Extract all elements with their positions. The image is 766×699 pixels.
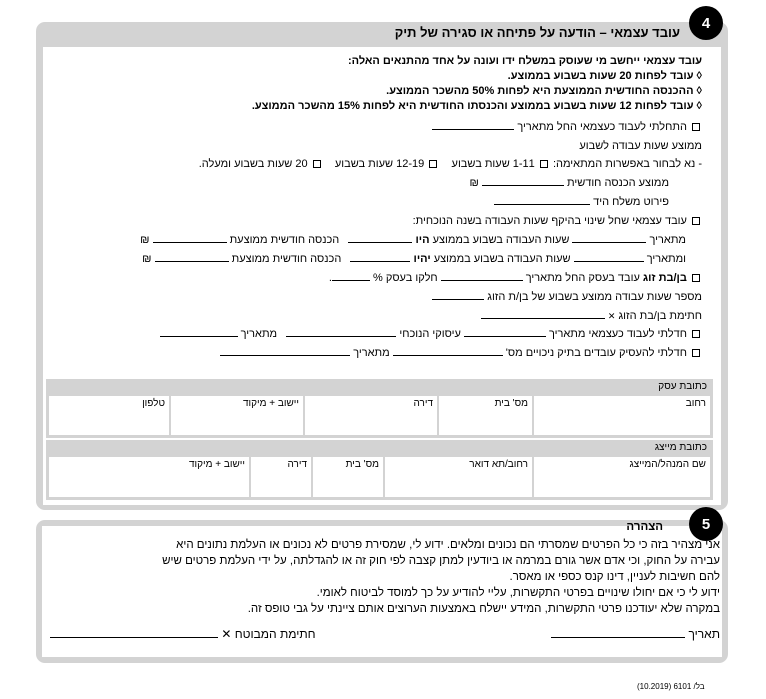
- avg-income-field[interactable]: [482, 176, 564, 186]
- weekly-hours-field-1[interactable]: [348, 233, 412, 243]
- section-4-number-badge: 4: [689, 6, 723, 40]
- representative-address-table: [46, 440, 713, 500]
- from-date-label: מתאריך: [649, 234, 686, 246]
- shekel-sign: ₪: [140, 234, 150, 246]
- city-zip-label: יישוב + מיקוד: [189, 459, 245, 470]
- spouse-signature-label: חתימת בן/בת הזוג: [618, 310, 702, 322]
- start-work-label: התחלתי לעבוד כעצמאי החל מתאריך: [517, 121, 687, 133]
- percent-sign: %: [372, 272, 383, 284]
- form-code-footer: בל/ 6101 (10.2019): [637, 682, 705, 691]
- avg-hours-label: ממוצע שעות עבודה לשבוע: [579, 140, 702, 152]
- declaration-line-5: במקרה שלא יעודכנו פרטי התקשרות, המידע יישלח באמצעות הערוצים אותם ציינתי על גבי טופס זה.: [247, 603, 720, 615]
- declaration-date-label: תאריך: [688, 627, 720, 641]
- avg-income-label: ממוצע הכנסה חודשית: [566, 177, 669, 189]
- declaration-line-4: ידוע לי כי אם יחולו שינויים בפרטי התקשרות, עליי להודיע על כך למוסד לביטוח לאומי.: [316, 587, 720, 599]
- was-label: היו: [415, 234, 430, 246]
- share-field[interactable]: [332, 271, 370, 281]
- spouse-text: עובד בעסק החל מתאריך: [525, 272, 640, 284]
- hours-options-row: [199, 157, 702, 171]
- avg-income-row: [469, 176, 669, 190]
- monthly-income-label-2: הכנסה חודשית ממוצעת: [231, 253, 342, 265]
- declaration-date-field[interactable]: [551, 626, 685, 638]
- spouse-hours-field[interactable]: [432, 290, 484, 300]
- stop-self-date-field[interactable]: [464, 327, 546, 337]
- shekel-sign: ₪: [142, 253, 152, 265]
- self-employed-intro: עובד עצמאי ייחשב מי שעוסק במשלח ידו ועונה על אחד מהתנאים האלה:: [347, 55, 702, 67]
- start-work-row: [432, 120, 702, 134]
- spouse-hours-row: [432, 290, 702, 304]
- condition-2: ◊ ההכנסה החודשית הממוצעת היא לפחות 50% מהשכר הממוצע.: [386, 85, 702, 97]
- hours-change-row-2: [142, 252, 686, 266]
- monthly-income-field-1[interactable]: [153, 233, 227, 243]
- current-business-date-field[interactable]: [160, 327, 238, 337]
- stop-employer-row: [220, 346, 702, 360]
- hours-option-2-label: 12-19 שעות בשבוע: [334, 158, 425, 170]
- business-city-zip-cell[interactable]: [171, 396, 303, 435]
- from-date-field-2[interactable]: [574, 252, 644, 262]
- stop-self-label: חדלתי לעבוד כעצמאי מתאריך: [548, 328, 687, 340]
- representative-name-label: שם המנהל/המייצג: [629, 459, 706, 470]
- business-phone-cell[interactable]: [49, 396, 169, 435]
- hours-option-1-checkbox[interactable]: [540, 160, 548, 168]
- condition-3: ◊ עובד לפחות 12 שעות בשבוע בממוצע והכנסתו החודשית היא לפחות 15% מהשכר הממוצע.: [251, 100, 702, 112]
- declaration-date-row: [551, 626, 720, 641]
- occupation-field[interactable]: [494, 195, 590, 205]
- share-label: חלקו בעסק: [385, 272, 438, 284]
- change-hours-checkbox[interactable]: [692, 217, 700, 225]
- weekly-hours-label-2: שעות העבודה בשבוע בממוצע: [433, 253, 571, 265]
- section-5-number-badge: 5: [689, 507, 723, 541]
- representative-apartment-cell[interactable]: [251, 457, 311, 497]
- declaration-line-3: להם חשיבות לעניין, דינו קנס כספי או מאסר.: [509, 571, 720, 583]
- business-house-number-cell[interactable]: [439, 396, 532, 435]
- city-zip-label: יישוב + מיקוד: [243, 398, 299, 409]
- stop-employer-checkbox[interactable]: [692, 349, 700, 357]
- monthly-income-field-2[interactable]: [155, 252, 229, 262]
- apartment-label: דירה: [413, 398, 433, 409]
- hours-option-3-checkbox[interactable]: [313, 160, 321, 168]
- condition-1: ◊ עובד לפחות 20 שעות בשבוע בממוצע.: [507, 70, 702, 82]
- representative-city-zip-cell[interactable]: [49, 457, 249, 497]
- business-street-cell[interactable]: [534, 396, 710, 435]
- and-from-date-label: ומתאריך: [646, 253, 686, 265]
- spouse-start-date-field[interactable]: [441, 271, 523, 281]
- start-work-date-field[interactable]: [432, 120, 514, 130]
- spouse-row: בן/בת זוג עובד בעסק החל מתאריך חלקו בעסק % .: [329, 271, 702, 285]
- from-date-label: מתאריך: [353, 347, 390, 359]
- spouse-signature-row: [481, 309, 702, 323]
- representative-name-cell[interactable]: [534, 457, 710, 497]
- business-address-header: כתובת עסק: [658, 381, 707, 392]
- phone-label: טלפון: [142, 398, 165, 409]
- representative-house-number-cell[interactable]: [313, 457, 383, 497]
- stop-employer-label: חדלתי להעסיק עובדים בתיק ניכויים מס': [505, 347, 687, 359]
- stop-self-checkbox[interactable]: [692, 330, 700, 338]
- spouse-hours-label: מספר שעות עבודה ממוצע בשבוע של בן/ת הזוג: [487, 291, 702, 303]
- apartment-label: דירה: [287, 459, 307, 470]
- hours-change-row-1: [140, 233, 686, 247]
- representative-street-cell[interactable]: [385, 457, 532, 497]
- sign-here-x-icon: ✕: [607, 311, 616, 321]
- declaration-line-2: עבירה על החוק, וכי אדם אשר גורם במרמה או ביודעין למתן קצבה לפי חוק זה או להגדלתה, על ידי העלמת פרטים שיש: [162, 555, 720, 567]
- change-hours-label: עובד עצמאי שחל שינוי בהיקף שעות העבודה בשנה הנוכחית:: [412, 215, 687, 227]
- business-apartment-cell[interactable]: [305, 396, 437, 435]
- spouse-prefix: בן/בת זוג: [642, 272, 687, 284]
- current-business-field[interactable]: [286, 327, 396, 337]
- street-label: רחוב: [685, 398, 706, 409]
- insured-signature-row: [50, 626, 316, 641]
- house-number-label: מס' בית: [494, 398, 528, 409]
- business-address-table: [46, 379, 713, 438]
- start-work-checkbox[interactable]: [692, 123, 700, 131]
- monthly-income-label-1: הכנסה חודשית ממוצעת: [229, 234, 340, 246]
- hours-option-2-checkbox[interactable]: [429, 160, 437, 168]
- insured-signature-label: חתימת המבוטח: [234, 627, 316, 641]
- sign-here-x-icon: ✕: [221, 627, 232, 641]
- from-date-field-1[interactable]: [572, 233, 646, 243]
- stop-employer-date-field[interactable]: [220, 346, 350, 356]
- occupation-label: פירוט משלח היד: [593, 196, 669, 208]
- house-number-label: מס' בית: [345, 459, 379, 470]
- declaration-line-1: אני מצהיר בזה כי כל הפרטים שמסרתי הם נכונים ומלאים. ידוע לי, שמסירת פרטים לא נכונים או העלמת נתונים היא: [176, 539, 720, 551]
- current-business-label: עיסוקי הנוכחי: [399, 328, 461, 340]
- weekly-hours-label-1: שעות העבודה בשבוע בממוצע: [432, 234, 570, 246]
- change-hours-row: [413, 214, 702, 228]
- hours-option-1-label: 1-11 שעות בשבוע: [451, 158, 535, 170]
- representative-address-header: כתובת מייצג: [654, 442, 707, 453]
- shekel-sign: ₪: [469, 177, 479, 189]
- spouse-checkbox[interactable]: [692, 274, 700, 282]
- spouse-signature-field[interactable]: [481, 309, 605, 319]
- choose-option-label: - נא לבחור באפשרות המתאימה:: [552, 158, 702, 170]
- section-4-title: עובד עצמאי – הודעה על פתיחה או סגירה של תיק: [394, 25, 680, 40]
- occupation-row: [494, 195, 669, 209]
- weekly-hours-field-2[interactable]: [350, 252, 410, 262]
- insured-signature-field[interactable]: [50, 626, 218, 638]
- will-be-label: יהיו: [413, 253, 431, 265]
- stop-self-row: [160, 327, 702, 341]
- from-date-label: מתאריך: [240, 328, 278, 340]
- deductions-file-field[interactable]: [393, 346, 503, 356]
- hours-option-3-label: 20 שעות בשבוע ומעלה.: [198, 158, 308, 170]
- street-pobox-label: רחוב/תא דואר: [469, 459, 528, 470]
- declaration-title: הצהרה: [626, 521, 663, 533]
